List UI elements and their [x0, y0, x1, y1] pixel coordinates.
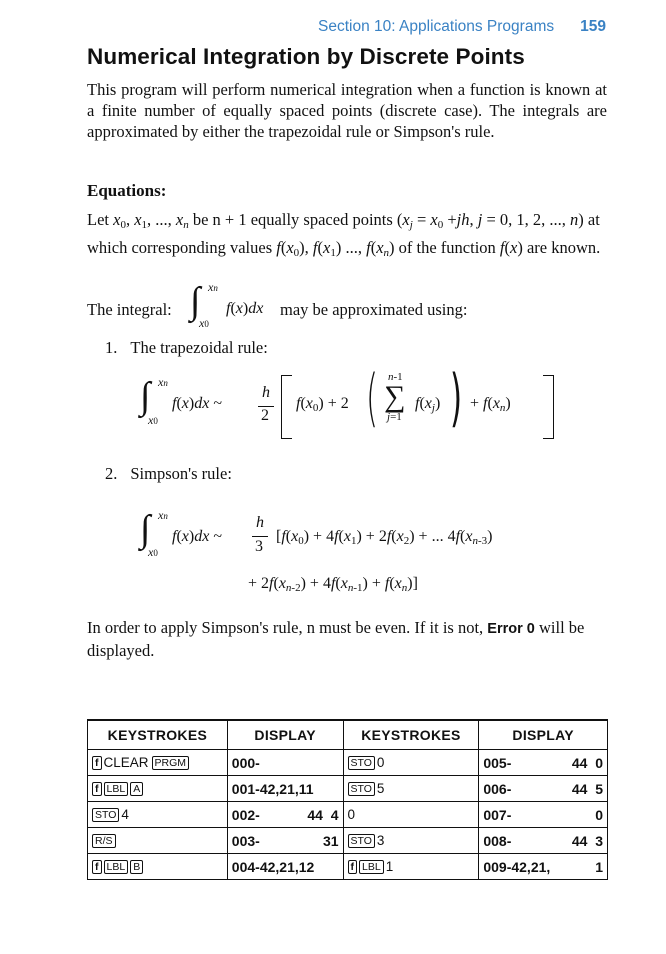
table-row [88, 802, 608, 828]
rule-1: 1. The trapezoidal rule: [105, 338, 268, 357]
keystroke-text: 5 [376, 781, 385, 796]
rule-2: 2. Simpson's rule: [105, 464, 232, 483]
calculator-key: STO [92, 808, 119, 822]
display-value: 44 5 [571, 780, 603, 797]
keystroke-text: 0 [376, 755, 385, 770]
display-step: 002- [231, 806, 260, 823]
col-header: KEYSTROKES [88, 720, 228, 750]
display-cell [227, 776, 343, 802]
keystroke-table [87, 719, 608, 880]
calculator-key: f [92, 860, 102, 874]
display-value: 1 [595, 858, 603, 875]
equations-paragraph: Let $x_0$, $x_1$, ..., xn be n + 1 equally spaced points ($xj = x_0 +jh$, j = 0, 1, 2, ..., n) at which corresponding values $f(x_0)$, $f(x_1)$ ..., f(xn) of the function f(x) are known. [87, 210, 601, 259]
display-step: 009-42,21, [483, 858, 551, 875]
col-header: DISPLAY [479, 720, 608, 750]
display-value: 44 4 [307, 806, 339, 823]
running-header [318, 18, 606, 36]
display-step: 004-42,21,12 [231, 858, 315, 875]
table-header-row [88, 720, 608, 750]
simpson-note: In order to apply Simpson's rule, n must be even. If it is not, Error 0 will be displayed. [87, 618, 585, 660]
display-value: 44 3 [571, 832, 603, 849]
display-cell [479, 802, 608, 828]
keystroke-text: 0 [347, 807, 356, 822]
equations-heading: Equations: [87, 181, 167, 200]
keystroke-text: 1 [385, 859, 394, 874]
page-title: Numerical Integration by Discrete Points [87, 44, 525, 69]
keystroke-cell [88, 776, 228, 802]
calculator-key: f [92, 782, 102, 796]
display-step: 000- [231, 754, 260, 771]
integral-line: The integral: ∫ xn x0 f(x)dx may be approximated using: [87, 280, 468, 330]
keystroke-text: CLEAR [103, 755, 149, 770]
table-row [88, 828, 608, 854]
keystroke-cell [88, 750, 228, 776]
calculator-key: STO [348, 782, 375, 796]
keystroke-cell [343, 854, 479, 880]
display-step: 003- [231, 832, 260, 849]
display-value: 31 [322, 832, 339, 849]
calculator-key: STO [348, 756, 375, 770]
col-header: DISPLAY [227, 720, 343, 750]
display-step: 008- [483, 832, 512, 849]
simpson-formula: ∫ xn x0 f(x)dx ~ h 3 [$f(x_0) + 4f(x_1) + 2f(x_2)$ + ... $4f(xn_{-3})$ + $2f(xn_{-2}) + 4f(xn_{-1}) + f(xn)$] [140, 508, 493, 594]
display-step: 007- [483, 806, 512, 823]
display-step: 006- [483, 780, 512, 797]
display-value: 44 0 [571, 754, 603, 771]
display-cell [479, 776, 608, 802]
keystroke-text: 4 [121, 807, 129, 822]
trapezoidal-formula: ∫ xn x0 f(x)dx ~ h 2 $f(x_0) + 2$ ( n-1 ∑ j=1 f(xj) ) + f(xn) [140, 365, 560, 445]
display-cell [227, 854, 343, 880]
calculator-key: LBL [104, 860, 129, 874]
display-cell [479, 750, 608, 776]
keystroke-cell [88, 802, 228, 828]
display-cell [227, 750, 343, 776]
display-cell [479, 828, 608, 854]
intro-paragraph: This program will perform numerical integration when a function is known at a finite number of equally spaced points (discrete case). The integrals are approximated by either the trapezoidal rule or Simpson's rule. [87, 80, 607, 141]
page-number: 159 [580, 18, 606, 35]
display-step: 005- [483, 754, 512, 771]
keystroke-cell [343, 828, 479, 854]
error-label: Error 0 [487, 621, 535, 637]
table-row [88, 750, 608, 776]
section-title: Section 10: Applications Programs [318, 18, 555, 35]
keystroke-text: 3 [376, 833, 385, 848]
display-step: 001-42,21,11 [231, 780, 314, 797]
calculator-key: PRGM [152, 756, 190, 770]
keystroke-cell [88, 828, 228, 854]
keystroke-cell [343, 802, 479, 828]
keystroke-cell [88, 854, 228, 880]
calculator-key: f [92, 756, 102, 770]
table-row [88, 854, 608, 880]
calculator-key: LBL [359, 860, 384, 874]
calculator-key: A [130, 782, 143, 796]
calculator-key: LBL [104, 782, 129, 796]
display-cell [227, 802, 343, 828]
keystroke-cell [343, 750, 479, 776]
keystroke-cell [343, 776, 479, 802]
calculator-key: B [130, 860, 143, 874]
display-value: 0 [595, 806, 603, 823]
display-cell [227, 828, 343, 854]
calculator-key: f [348, 860, 358, 874]
col-header: KEYSTROKES [343, 720, 479, 750]
table-row [88, 776, 608, 802]
calculator-key: STO [348, 834, 375, 848]
calculator-key: R/S [92, 834, 116, 848]
display-cell [479, 854, 608, 880]
